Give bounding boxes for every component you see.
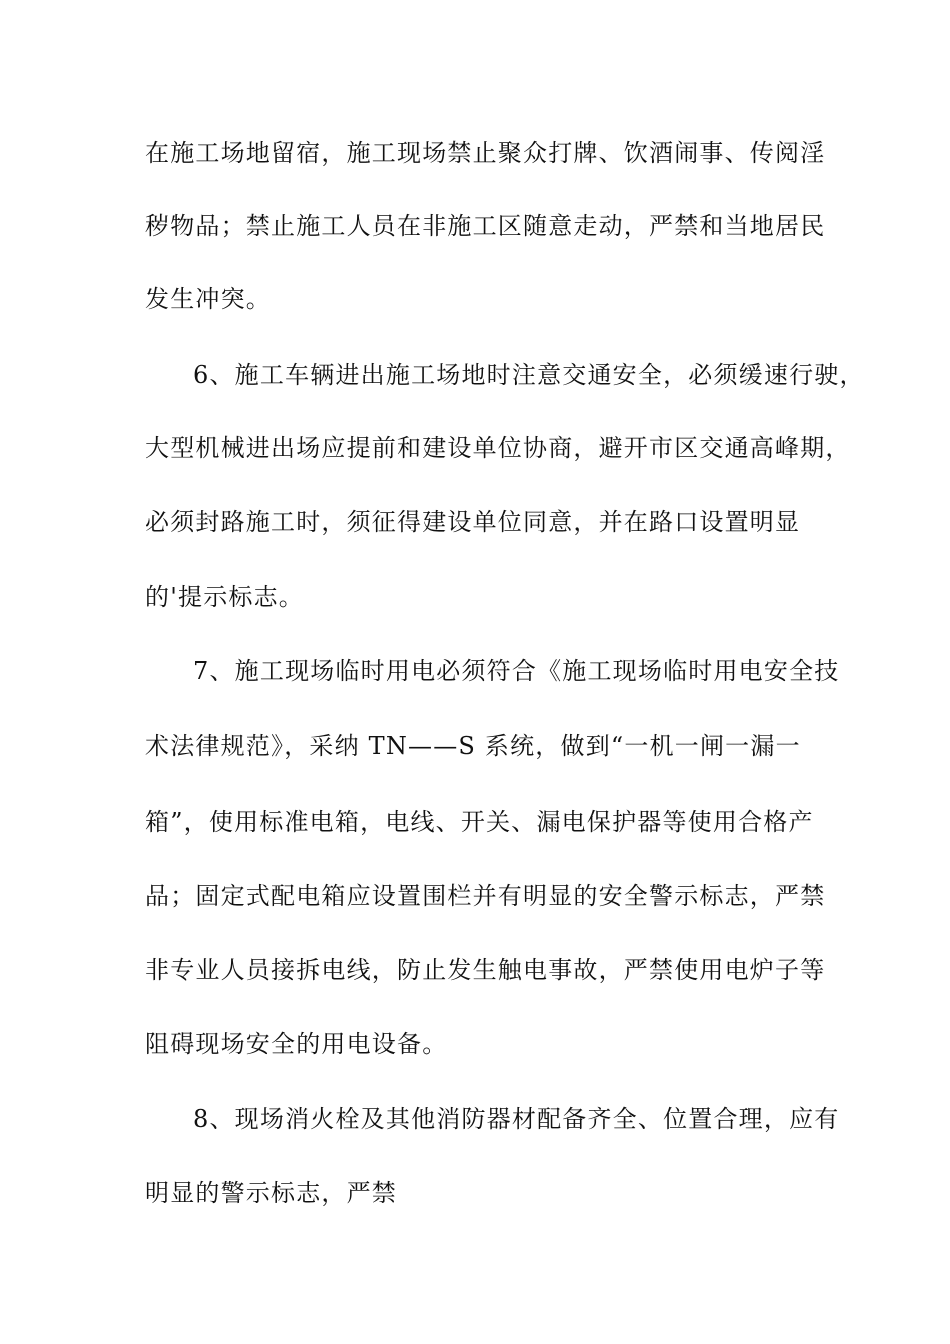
text-line: 非专业人员接拆电线，防止发生触电事故，严禁使用电炉子等 — [145, 956, 826, 984]
paragraph-8-first-line: 8、现场消火栓及其他消防器材配备齐全、位置合理，应有 — [193, 1105, 840, 1133]
paragraph-6-first-line: 6、施工车辆进出施工场地时注意交通安全，必须缓速行驶， — [193, 361, 865, 389]
text-line: 发生冲突。 — [145, 285, 271, 313]
text-line: 大型机械进出场应提前和建设单位协商，避开市区交通高峰期， — [145, 434, 851, 462]
text-line: 明显的警示标志，严禁 — [145, 1179, 397, 1207]
text-line: 术法律规范》，采纳 TN——S 系统，做到“一机一闸一漏一 — [145, 732, 801, 760]
paragraph-7-first-line: 7、施工现场临时用电必须符合《施工现场临时用电安全技 — [193, 657, 840, 685]
text-line: 的'提示标志。 — [145, 583, 304, 611]
text-line: 箱”，使用标准电箱，电线、开关、漏电保护器等使用合格产 — [145, 808, 814, 836]
text-line: 必须封路施工时，须征得建设单位同意，并在路口设置明显 — [145, 508, 801, 536]
text-line: 阻碍现场安全的用电设备。 — [145, 1030, 448, 1058]
text-line: 秽物品；禁止施工人员在非施工区随意走动，严禁和当地居民 — [145, 212, 826, 240]
text-line: 在施工场地留宿，施工现场禁止聚众打牌、饮酒闹事、传阅淫 — [145, 139, 826, 167]
text-line: 品；固定式配电箱应设置围栏并有明显的安全警示标志，严禁 — [145, 882, 826, 910]
